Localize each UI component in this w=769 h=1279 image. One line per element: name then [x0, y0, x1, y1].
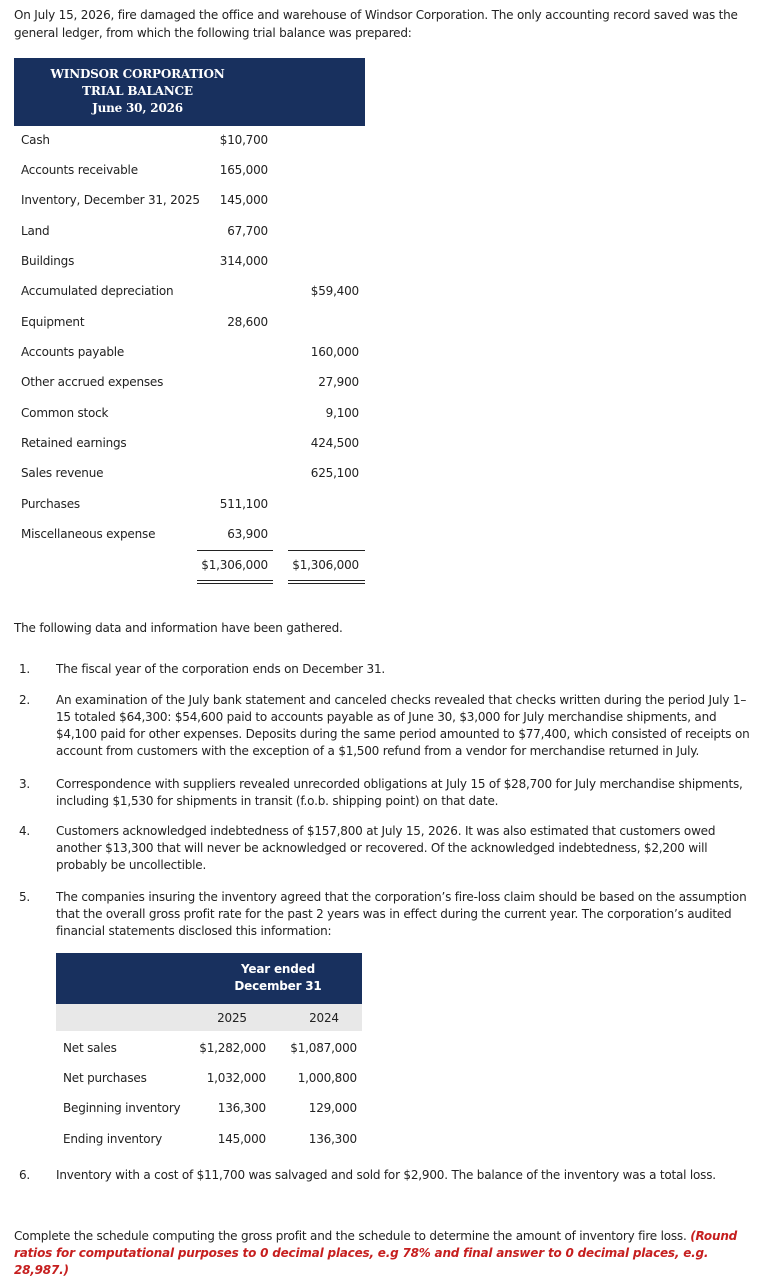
- table-row: Miscellaneous expense 63,900: [21, 527, 268, 541]
- table-row: Land 67,700: [21, 224, 268, 238]
- table-row: Common stock 9,100: [21, 406, 359, 420]
- header-year-ended: Year ended: [241, 962, 315, 976]
- table-row: Buildings 314,000: [21, 254, 268, 268]
- table-row: Inventory, December 31, 2025 145,000: [21, 193, 268, 207]
- instructions-text: Complete the schedule computing the gross profit and the schedule to determine the amount of inventory fire loss.: [14, 1229, 687, 1243]
- total-double-rule-debit: [197, 580, 273, 584]
- table-row: Equipment 28,600: [21, 315, 268, 329]
- instructions: [14, 1228, 759, 1279]
- table-row: Accumulated depreciation $59,400: [21, 284, 359, 298]
- header-december: December 31: [234, 979, 322, 993]
- statement-title: TRIAL BALANCE: [82, 84, 193, 98]
- table-row: Net sales $1,282,000 $1,087,000: [63, 1041, 357, 1055]
- subtotal-rule-credit: [288, 550, 365, 551]
- subtotal-rule-debit: [197, 550, 273, 551]
- col-2025: 2025: [217, 1011, 247, 1025]
- table-row: Accounts payable 160,000: [21, 345, 359, 359]
- table-row: Ending inventory 145,000 136,300: [63, 1132, 357, 1146]
- trial-balance-header: [14, 58, 365, 126]
- financial-table-subheader: [56, 1004, 362, 1031]
- col-2024: 2024: [309, 1011, 339, 1025]
- total-debit: $1,306,000: [201, 558, 268, 572]
- table-row: Accounts receivable 165,000: [21, 163, 268, 177]
- data-intro: The following data and information have been gathered.: [14, 621, 343, 635]
- table-row: Other accrued expenses 27,900: [21, 375, 359, 389]
- table-row: Beginning inventory 136,300 129,000: [63, 1101, 357, 1115]
- table-row: Purchases 511,100: [21, 497, 268, 511]
- rounding-note: (Round ratios for computational purposes to 0 decimal places, e.g 78% and final answer to 0 decimal places, e.g. 28,987.): [14, 1229, 738, 1277]
- company-name: WINDSOR CORPORATION: [50, 67, 225, 81]
- total-credit: $1,306,000: [292, 558, 359, 572]
- table-row: Sales revenue 625,100: [21, 466, 359, 480]
- financial-table-header: [56, 953, 362, 1004]
- intro-paragraph: On July 15, 2026, fire damaged the office and warehouse of Windsor Corporation. The only accounting record saved was the general ledger, from which the following trial balance was prepared:: [14, 8, 738, 40]
- total-double-rule-credit: [288, 580, 365, 584]
- table-row: Net purchases 1,032,000 1,000,800: [63, 1071, 357, 1085]
- totals-row: [21, 558, 366, 576]
- statement-date: June 30, 2026: [92, 101, 183, 115]
- table-row: Retained earnings 424,500: [21, 436, 359, 450]
- table-row: Cash $10,700: [21, 133, 268, 147]
